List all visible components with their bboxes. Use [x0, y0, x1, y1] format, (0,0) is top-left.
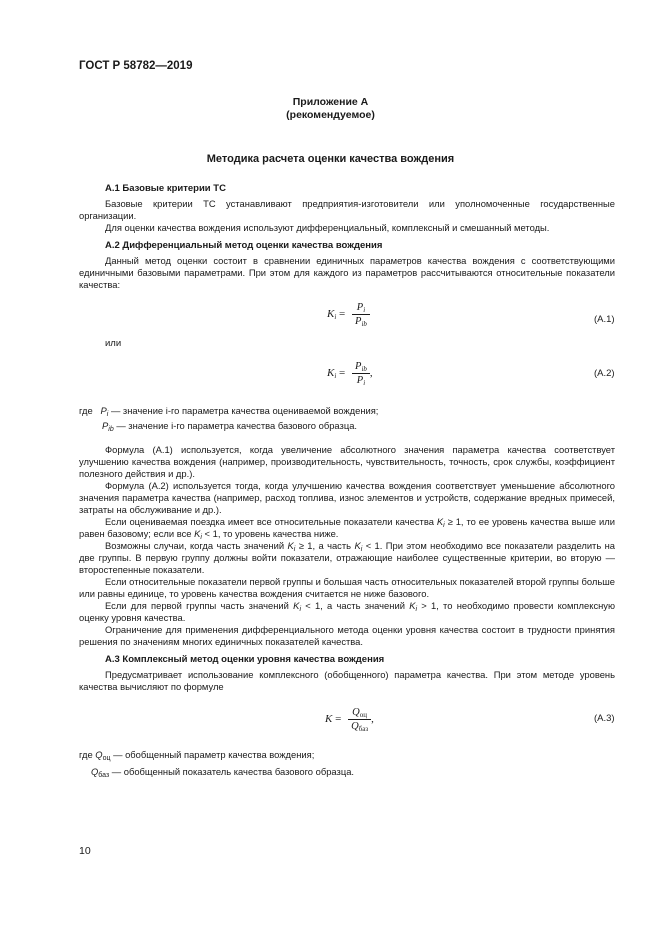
appendix-title [0, 96, 661, 122]
document-header: ГОСТ Р 58782—2019 [79, 60, 193, 72]
a2-intro: Данный метод оценки состоит в сравнении единичных параметров качества вождения с соответствующими единичными базовыми параметрами. При этом для каждого из параметров рассчитываются относительные показатели качества: [79, 255, 615, 290]
where-a2-2: $P_{ib}$ — значение i-го параметра качества базового образца. [102, 420, 358, 433]
section-a3-heading: А.3 Комплексный метод оценки уровня качества вождения [105, 654, 385, 665]
a2-formula1-usage: Формула (А.1) используется, когда увеличение абсолютного значения параметра качества соответствует улучшению качества вождения (например, производительность, чувствительность, точность, срок службы, коэффициент полезного действия и др.). [79, 444, 615, 479]
where-a2-1: где $P_i$ — значение i-го параметра качества оцениваемой вождения; [79, 405, 379, 418]
page-number: 10 [79, 845, 91, 857]
equation-number-a2: (А.2) [594, 368, 615, 379]
formula-a1: $K_i$ = $\frac{P_i}{P_{ib}}$ [327, 302, 370, 327]
formula-a2-fraction: $\frac{P_{ib}}{P_i}$ [352, 361, 370, 386]
equation-number-a1: (А.1) [594, 314, 615, 325]
a2-paragraph-limitation: Ограничение для применения дифференциального метода оценки уровня качества состоит в трудности принятия решения по значениям многих единичных показателей качества. [79, 624, 615, 647]
or-word: или [105, 338, 122, 349]
a2-paragraph-mixed: Возможны случаи, когда часть значений $K_i \ge 1$, а часть $K_i < 1$. При этом необходимо все показатели разделить на две группы. В первую группу должны войти показатели, отражающие наиболее существенные критерии, во вторую — второстепенные показатели. [79, 540, 616, 575]
a3-intro: Предусматривает использование комплексного (обобщенного) параметра качества. При этом методе уровень качества вычисляют по формуле [79, 669, 615, 692]
section-a2-heading: А.2 Дифференциальный метод оценки качества вождения [105, 240, 383, 251]
main-title: Методика расчета оценки качества вождения [206, 153, 455, 165]
equation-number-a3: (А.3) [594, 713, 615, 724]
formula-a1-fraction: $\frac{P_i}{P_{ib}}$ [352, 302, 370, 327]
a1-paragraph-2: Для оценки качества вождения используют дифференциальный, комплексный и смешанный методы. [105, 222, 550, 233]
a2-paragraph-complex: Если для первой группы часть значений $K_i < 1$, а часть значений $K_i > 1$, то необходимо провести комплексную оценку уровня качества. [79, 600, 616, 623]
formula-a3: K = $\frac{Q_{оц}}{Q_{баз}}$ , [325, 707, 374, 733]
where-a3-2: $Q_{баз}$ — обобщенный показатель качества базового образца. [91, 766, 355, 779]
formula-a3-fraction: $\frac{Q_{оц}}{Q_{баз}}$ [348, 707, 371, 732]
appendix-label: Приложение А [292, 96, 369, 108]
a1-paragraph-1: Базовые критерии ТС устанавливают предприятия-изготовители или уполномоченные государственные организации. [79, 198, 615, 221]
section-a1-heading: А.1 Базовые критерии ТС [105, 183, 226, 194]
where-a3-1: где $Q_{оц}$ — обобщенный параметр качества вождения; [79, 749, 315, 762]
a2-paragraph-all-above: Если оцениваемая поездка имеет все относительные показатели качества $K_i \ge 1$, то ее уровень качества выше или равен базовому; если все $K_i < 1$, то уровень качества ниже. [79, 516, 615, 541]
appendix-status: (рекомендуемое) [286, 109, 375, 121]
a2-paragraph-groups: Если относительные показатели первой группы и большая часть относительных показателей второй группы больше или равны единице, то уровень качества вождения считается не ниже базового. [79, 576, 615, 599]
formula-a2: $K_i$ = $\frac{P_{ib}}{P_i}$ , [327, 361, 373, 387]
a2-formula2-usage: Формула (А.2) используется тогда, когда улучшению качества вождения соответствует уменьшение абсолютного значения параметра качества (например, расход топлива, износ элементов и устройств, содержание вредных примесей, затраты на обслуживание и др.). [79, 480, 615, 515]
